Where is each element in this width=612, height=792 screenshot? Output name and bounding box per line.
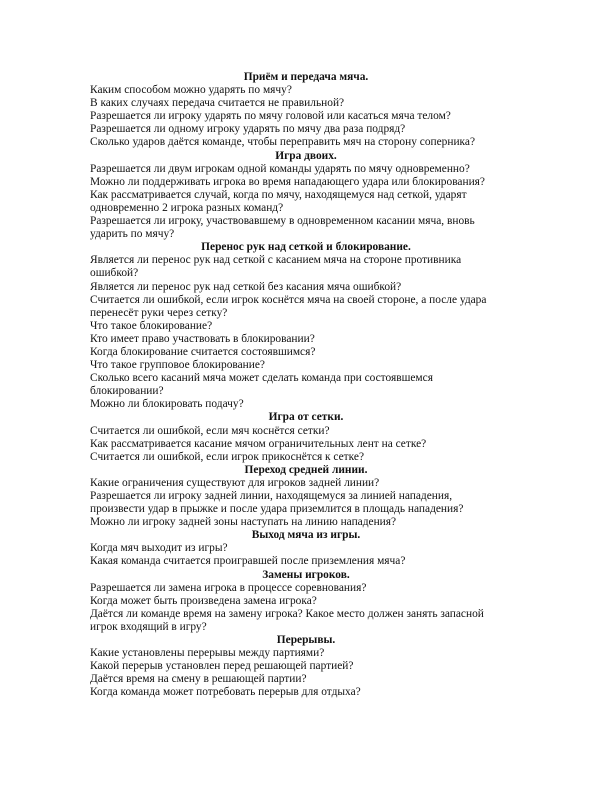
question-line: Кто имеет право участвовать в блокировании? (90, 332, 315, 345)
question-line: Когда может быть произведена замена игрока? (90, 594, 317, 607)
section-heading-ball-reception: Приём и передача мяча. (243, 71, 369, 83)
question-line: Какой перерыв установлен перед решающей партией? (90, 660, 354, 673)
question-line: Как рассматривается касание мячом ограничительных лент на сетке? (90, 437, 427, 450)
section-heading-two-player-play: Игра двоих. (275, 149, 337, 162)
question-line: Сколько всего касаний мяча может сделать команда при состоявшемся (90, 372, 433, 385)
question-line: Считается ли ошибкой, если игрок коснётся мяча на своей стороне, а после удара (90, 293, 487, 306)
question-line: перенесёт руки через сетку? (90, 306, 228, 319)
question-line: Является ли перенос рук над сеткой с касанием мяча на стороне противника (90, 254, 462, 267)
question-line: Является ли перенос рук над сеткой без касания мяча ошибкой? (90, 280, 402, 293)
question-line: Разрешается ли двум игрокам одной команды ударять по мячу одновременно? (90, 162, 470, 175)
question-line: ошибкой? (90, 267, 139, 280)
question-line: Что такое блокирование? (90, 319, 213, 332)
section-heading-ball-out-of-play: Выход мяча из игры. (251, 529, 361, 542)
question-line: Можно ли поддерживать игрока во время нападающего удара или блокирования? (90, 175, 485, 188)
question-line: Какие ограничения существуют для игроков задней линии? (90, 476, 380, 489)
document-page (90, 71, 522, 700)
question-line: В каких случаях передача считается не правильной? (90, 97, 345, 110)
question-line: Когда блокирование считается состоявшимся? (90, 345, 316, 358)
question-line: Разрешается ли игроку, участвовавшему в одновременном касании мяча, вновь (90, 215, 475, 228)
section-heading-hands-over-net-blocking: Перенос рук над сеткой и блокирование. (201, 241, 411, 254)
question-line: Какие установлены перерывы между партиями? (90, 647, 325, 660)
section-heading-breaks: Перерывы. (276, 634, 336, 647)
question-line: Сколько ударов даётся команде, чтобы переправить мяч на сторону соперника? (90, 136, 476, 149)
question-line: Разрешается ли игроку ударять по мячу головой или касаться мяча телом? (90, 110, 451, 123)
section-heading-center-line-crossing: Переход средней линии. (244, 463, 368, 476)
question-line: Разрешается ли замена игрока в процессе соревнования? (90, 581, 367, 594)
question-line: произвести удар в прыжке и после удара приземлится в площадь нападения? (90, 503, 464, 516)
question-line: Считается ли ошибкой, если игрок прикоснётся к сетке? (90, 450, 365, 463)
question-line: ударить по мячу? (90, 228, 175, 241)
question-line: Когда команда может потребовать перерыв для отдыха? (90, 686, 361, 699)
section-heading-player-substitutions: Замены игроков. (262, 568, 350, 581)
question-line: Как рассматривается случай, когда по мячу, находящемуся над сеткой, ударят (90, 188, 467, 201)
question-line: Каким способом можно ударять по мячу? (90, 84, 292, 97)
question-line: Разрешается ли одному игроку ударять по мячу два раза подряд? (90, 123, 406, 136)
question-line: Что такое групповое блокирование? (90, 359, 265, 372)
question-line: Считается ли ошибкой, если мяч коснётся сетки? (90, 424, 330, 437)
question-line: блокировании? (90, 385, 164, 398)
question-line: Можно ли блокировать подачу? (90, 398, 244, 411)
question-line: Когда мяч выходит из игры? (90, 542, 228, 555)
question-line: Даётся ли команде время на замену игрока? Какое место должен занять запасной (90, 607, 484, 620)
question-line: Даётся время на смену в решающей партии? (90, 673, 307, 686)
question-line: Какая команда считается проигравшей после приземления мяча? (90, 555, 406, 568)
question-line: игрок входящий в игру? (90, 620, 207, 633)
question-line: Разрешается ли игроку задней линии, находящемуся за линией нападения, (90, 490, 453, 502)
question-line: Можно ли игроку задней зоны наступать на линию нападения? (90, 516, 397, 529)
question-line: одновременно 2 игрока разных команд? (90, 201, 284, 214)
section-heading-net-play: Игра от сетки. (268, 411, 344, 424)
